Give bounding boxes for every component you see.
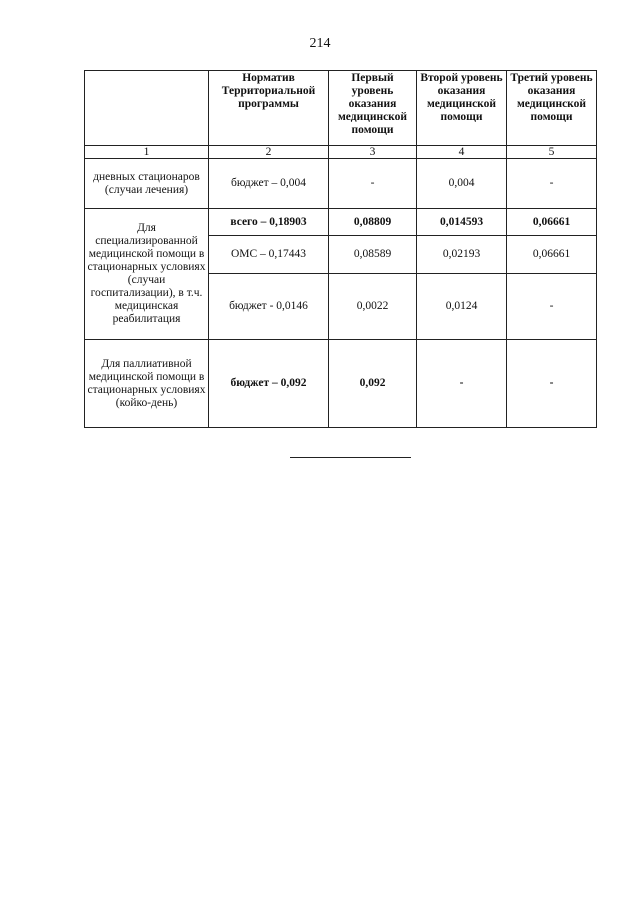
column-number: 1 — [85, 146, 209, 159]
cell-normative: бюджет – 0,004 — [209, 159, 329, 209]
cell-normative: бюджет - 0,0146 — [209, 274, 329, 340]
cell-level-2: 0,004 — [417, 159, 507, 209]
table-row-specialized-total — [85, 209, 597, 236]
cell-level-1: 0,092 — [329, 340, 417, 428]
cell-level-3: 0,06661 — [507, 209, 597, 236]
cell-level-2: - — [417, 340, 507, 428]
header-territorial-normative: Норматив Территориальной программы — [209, 71, 329, 146]
cell-level-3: - — [507, 340, 597, 428]
column-number: 5 — [507, 146, 597, 159]
column-number: 2 — [209, 146, 329, 159]
cell-level-1: 0,08589 — [329, 236, 417, 274]
cell-level-3: - — [507, 274, 597, 340]
table-header-row — [85, 71, 597, 146]
cell-normative: ОМС – 0,17443 — [209, 236, 329, 274]
table-row-day-hospital — [85, 159, 597, 209]
cell-level-1: - — [329, 159, 417, 209]
page-number: 214 — [309, 36, 331, 51]
header-empty — [85, 71, 209, 146]
cell-level-3: 0,06661 — [507, 236, 597, 274]
cell-level-2: 0,014593 — [417, 209, 507, 236]
column-number: 4 — [417, 146, 507, 159]
cell-level-2: 0,02193 — [417, 236, 507, 274]
cell-level-2: 0,0124 — [417, 274, 507, 340]
header-level-1: Первый уровень оказания медицинской помощи — [329, 71, 417, 146]
header-level-3: Третий уровень оказания медицинской помощи — [507, 71, 597, 146]
cell-level-3: - — [507, 159, 597, 209]
table-row-palliative — [85, 340, 597, 428]
norms-table — [84, 70, 597, 428]
row-category: Для специализированной медицинской помощи в стационарных условиях (случаи госпитализации), в т.ч. медицинская реабилитация — [85, 209, 209, 340]
cell-normative: всего – 0,18903 — [209, 209, 329, 236]
cell-level-1: 0,08809 — [329, 209, 417, 236]
header-level-2: Второй уровень оказания медицинской помощи — [417, 71, 507, 146]
row-category: Для паллиативной медицинской помощи в стационарных условиях (койко-день) — [85, 340, 209, 428]
cell-normative: бюджет – 0,092 — [209, 340, 329, 428]
column-number: 3 — [329, 146, 417, 159]
row-category: дневных стационаров (случаи лечения) — [85, 159, 209, 209]
cell-level-1: 0,0022 — [329, 274, 417, 340]
column-number-row — [85, 146, 597, 159]
end-divider — [290, 457, 411, 458]
